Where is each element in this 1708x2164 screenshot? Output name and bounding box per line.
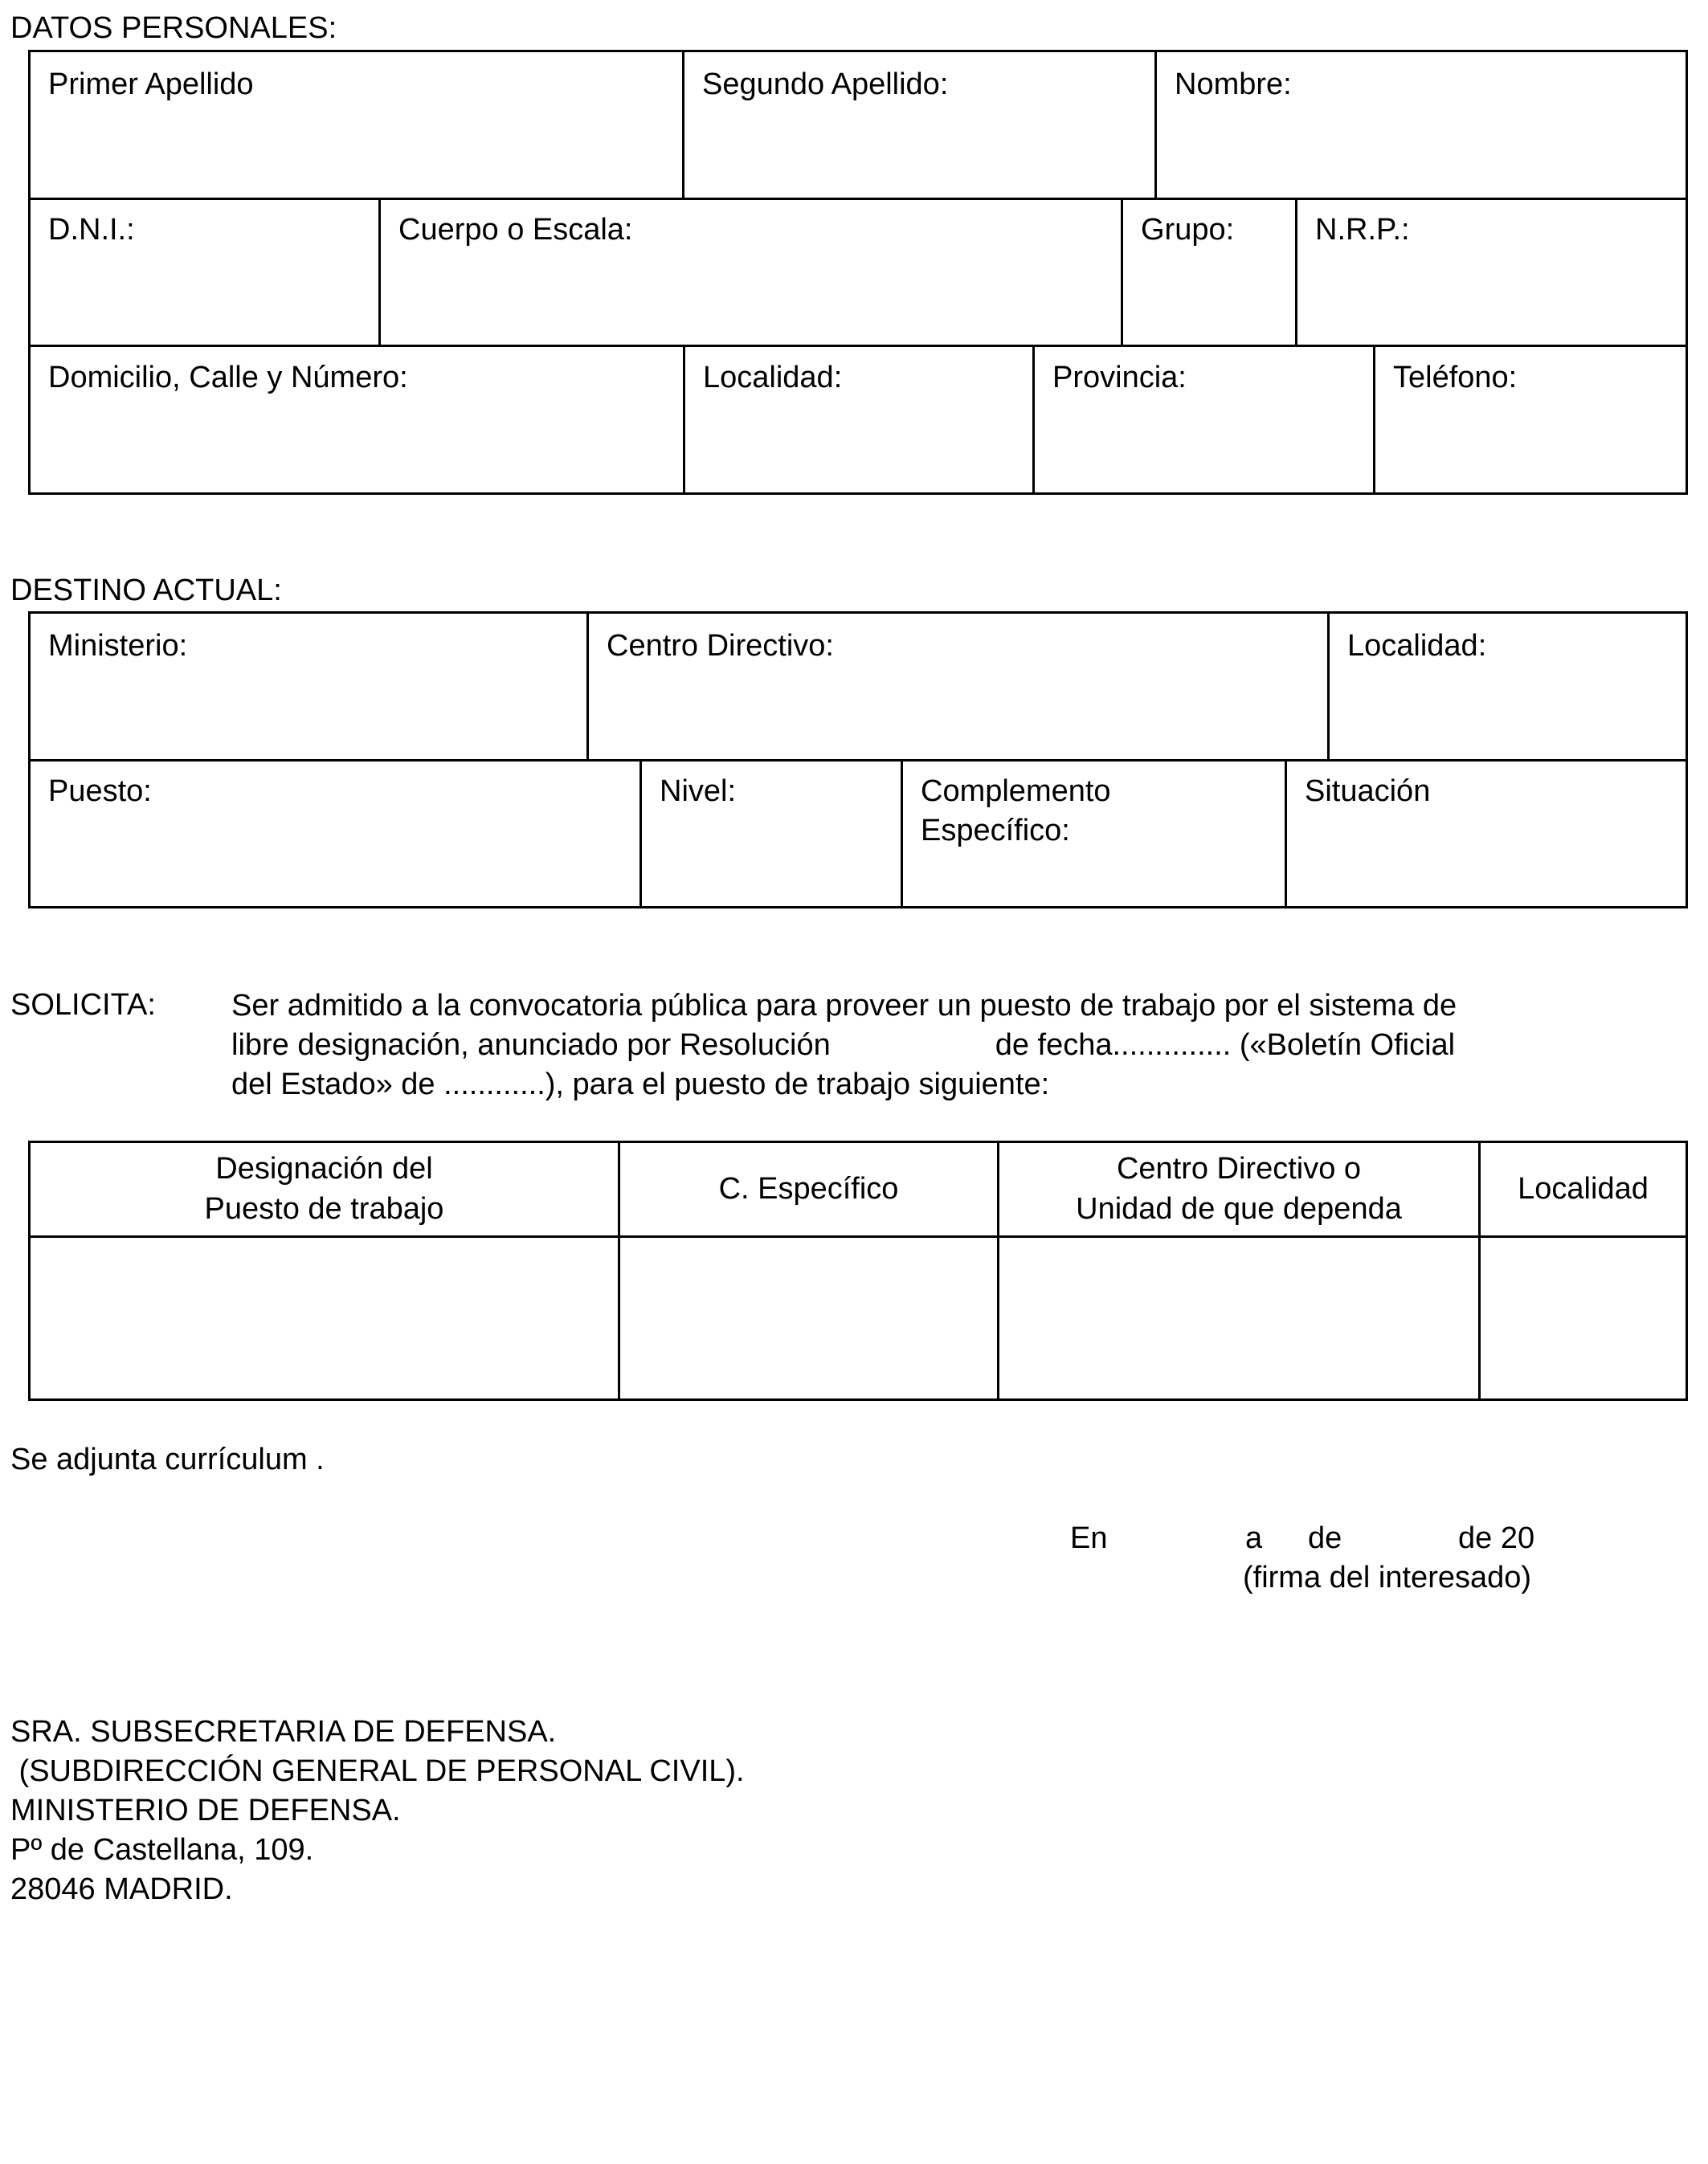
firma-label: (firma del interesado) xyxy=(1243,1561,1532,1594)
destino-table-row1 xyxy=(28,611,1688,761)
segundo-apellido-field[interactable] xyxy=(684,51,1156,199)
designacion-input-cell[interactable] xyxy=(30,1237,619,1400)
firma-en: En xyxy=(1070,1521,1108,1555)
dni-field[interactable] xyxy=(30,198,380,345)
personal-data-table-row2 xyxy=(28,198,1688,347)
nivel-label: Nivel: xyxy=(660,774,737,808)
header-centro-line1: Centro Directivo o xyxy=(1116,1152,1362,1186)
situacion-field[interactable] xyxy=(1286,759,1687,907)
nivel-field[interactable] xyxy=(641,759,902,907)
cuerpo-escala-label: Cuerpo o Escala: xyxy=(398,213,633,247)
provincia-label: Provincia: xyxy=(1052,361,1187,394)
header-designacion-line2: Puesto de trabajo xyxy=(204,1191,444,1226)
telefono-label: Teléfono: xyxy=(1393,361,1518,394)
solicita-line2a: libre designación, anunciado por Resolución xyxy=(231,1028,831,1062)
header-centro-line2: Unidad de que dependa xyxy=(1076,1191,1402,1226)
centro-directivo-field[interactable] xyxy=(588,613,1329,761)
provincia-field[interactable] xyxy=(1034,345,1375,493)
grupo-field[interactable] xyxy=(1122,198,1297,345)
puesto-field[interactable] xyxy=(30,759,641,907)
primer-apellido-label: Primer Apellido xyxy=(48,67,254,101)
domicilio-label: Domicilio, Calle y Número: xyxy=(48,361,408,394)
complemento-label-line2: Específico: xyxy=(921,813,1070,847)
dni-label: D.N.I.: xyxy=(48,213,135,247)
centro-directivo-label: Centro Directivo: xyxy=(607,629,834,663)
domicilio-field[interactable] xyxy=(30,345,684,493)
ministerio-field[interactable] xyxy=(30,613,588,761)
grupo-label: Grupo: xyxy=(1141,213,1235,247)
ministerio-label: Ministerio: xyxy=(48,629,188,663)
header-centro-directivo xyxy=(999,1142,1480,1237)
section-title-datos-personales: DATOS PERSONALES: xyxy=(10,11,337,45)
firma-de: de xyxy=(1308,1521,1342,1555)
firma-de-20: de 20 xyxy=(1458,1521,1535,1555)
puesto-solicitado-table xyxy=(28,1141,1688,1401)
destinatario-address xyxy=(10,1713,745,1909)
c-especifico-input-cell[interactable] xyxy=(619,1237,999,1400)
solicita-line3: del Estado» de ............), para el puesto de trabajo siguiente: xyxy=(231,1068,1050,1101)
localidad-label: Localidad: xyxy=(703,361,843,394)
destino-localidad-field[interactable] xyxy=(1329,613,1687,761)
solicita-text xyxy=(231,986,1557,1104)
header-designacion-line1: Designación del xyxy=(215,1152,433,1186)
solicita-line1: Ser admitido a la convocatoria pública para proveer un puesto de trabajo por el sistema de xyxy=(231,989,1457,1023)
address-line4: Pº de Castellana, 109. xyxy=(10,1833,314,1867)
centro-directivo-input-cell[interactable] xyxy=(999,1237,1480,1400)
localidad-input-cell[interactable] xyxy=(1480,1237,1687,1400)
telefono-field[interactable] xyxy=(1375,345,1687,493)
nombre-label: Nombre: xyxy=(1175,67,1292,101)
firma-a: a xyxy=(1245,1521,1263,1555)
address-line3: MINISTERIO DE DEFENSA. xyxy=(10,1794,401,1827)
primer-apellido-field[interactable] xyxy=(30,51,684,199)
header-designacion xyxy=(30,1142,619,1237)
localidad-field[interactable] xyxy=(684,345,1034,493)
personal-data-table xyxy=(28,50,1688,200)
address-line5: 28046 MADRID. xyxy=(10,1872,233,1906)
solicita-label: SOLICITA: xyxy=(10,988,156,1022)
complemento-especifico-field[interactable] xyxy=(902,759,1286,907)
header-c-especifico-label: C. Específico xyxy=(718,1171,899,1206)
complemento-label-line1: Complemento xyxy=(921,774,1111,808)
situacion-label: Situación xyxy=(1305,774,1431,808)
nrp-field[interactable] xyxy=(1297,198,1687,345)
address-line1: SRA. SUBSECRETARIA DE DEFENSA. xyxy=(10,1715,557,1749)
section-title-destino-actual: DESTINO ACTUAL: xyxy=(10,574,282,607)
nombre-field[interactable] xyxy=(1156,51,1687,199)
solicita-line2 xyxy=(231,1026,1557,1065)
cuerpo-escala-field[interactable] xyxy=(380,198,1122,345)
destino-localidad-label: Localidad: xyxy=(1347,629,1487,663)
header-localidad-label: Localidad xyxy=(1518,1171,1649,1206)
nrp-label: N.R.P.: xyxy=(1315,213,1410,247)
header-c-especifico xyxy=(619,1142,999,1237)
address-line2: (SUBDIRECCIÓN GENERAL DE PERSONAL CIVIL). xyxy=(10,1754,745,1788)
segundo-apellido-label: Segundo Apellido: xyxy=(702,67,949,101)
personal-data-table-row3 xyxy=(28,345,1688,495)
curriculum-note: Se adjunta currículum . xyxy=(10,1443,325,1476)
solicita-line2b: de fecha.............. («Boletín Oficial xyxy=(995,1028,1456,1062)
puesto-label: Puesto: xyxy=(48,774,152,808)
header-localidad xyxy=(1480,1142,1687,1237)
destino-table-row2 xyxy=(28,759,1688,908)
